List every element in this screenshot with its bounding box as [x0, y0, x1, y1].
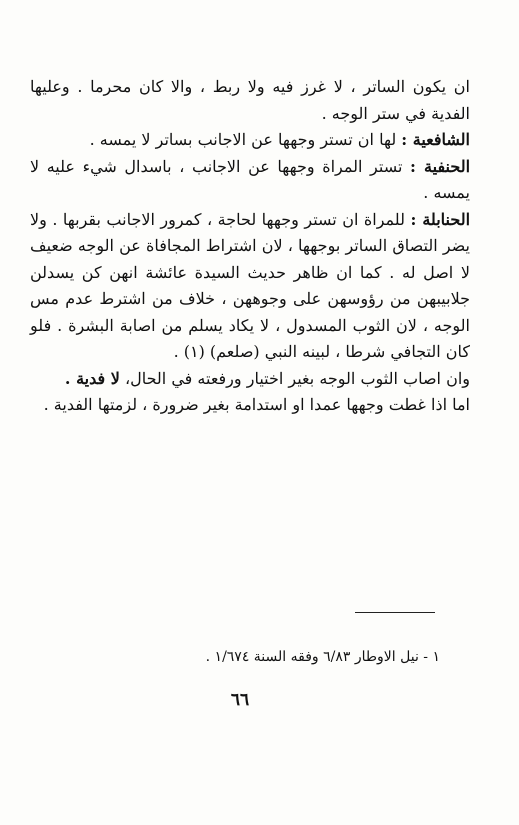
- paragraph-condition: [30, 74, 470, 127]
- school-name-shafii: الشافعية :: [401, 130, 470, 149]
- paragraph-hanafi-text: تستر المراة وجهها عن الاجانب ، باسدال شيء عليه لا يمسه .: [30, 156, 470, 202]
- paragraph-accidental-text: وان اصاب الثوب الوجه بغير اختيار ورفعته في الحال،: [124, 368, 470, 388]
- footnote: ١ - نيل الاوطار ٦/٨٣ وفقه السنة ١/٦٧٤ .: [205, 649, 440, 665]
- footnote-divider: [355, 612, 435, 613]
- paragraph-condition-text: ان يكون الساتر ، لا غرز فيه ولا ربط ، والا كان محرما . وعليها الفدية في ستر الوجه .: [30, 77, 470, 123]
- paragraph-hanafi: [30, 154, 470, 207]
- paragraph-hanbali: [30, 207, 470, 366]
- paragraph-hanbali-text: للمراة ان تستر وجهها لحاجة ، كمرور الاجانب بقربها . ولا يضر التصاق الساتر بوجهها ، لان اشتراط المجافاة عن الوجه ضعيف لا اصل له . كما ان ظاهر حديث السيدة عائشة انهن كن يسدلن جلابيبهن من رؤوسهن على وجوههن ، خلاف من اشترط عدم مس الوجه ، لان الثوب المسدول ، لا يكاد يسلم من اصابة البشرة . فلو كان التجافي شرطا ، لبينه النبي (صلعم) (١) .: [30, 209, 470, 361]
- page-number: ٦٦: [230, 690, 250, 710]
- school-name-hanbali: الحنابلة :: [410, 209, 471, 229]
- paragraph-deliberate: [30, 392, 470, 419]
- paragraph-shafii-text: لها ان تستر وجهها عن الاجانب بساتر لا يمسه .: [89, 130, 397, 149]
- paragraph-deliberate-text: اما اذا غطت وجهها عمدا او استدامة بغير ضرورة ، لزمتها الفدية .: [43, 395, 470, 414]
- paragraph-accidental: [30, 366, 470, 393]
- main-text: [30, 74, 470, 419]
- school-name-hanafi: الحنفية :: [410, 156, 471, 176]
- paragraph-shafii: [30, 127, 470, 154]
- no-fidya-ruling: لا فدية .: [64, 368, 120, 388]
